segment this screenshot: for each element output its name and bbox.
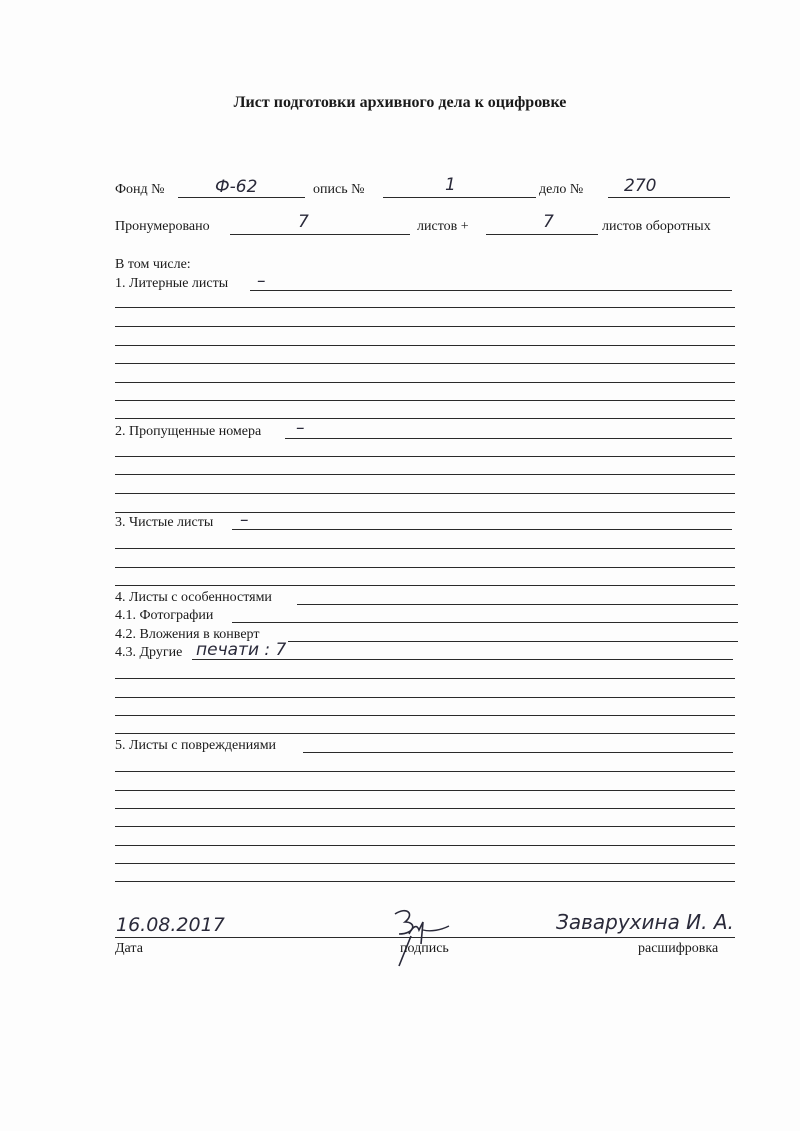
blank-line xyxy=(115,808,735,809)
including-label: В том числе: xyxy=(115,257,191,272)
envelope-line xyxy=(288,641,738,642)
blank-line xyxy=(115,697,735,698)
date-value: 16.08.2017 xyxy=(116,914,225,936)
decoding-label: расшифровка xyxy=(638,941,719,956)
features-label: 4. Листы с особенностями xyxy=(115,590,272,605)
opis-value: 1 xyxy=(445,175,456,195)
literal-value: – xyxy=(257,271,266,291)
blank-line xyxy=(115,400,735,401)
blank-line xyxy=(115,512,735,513)
delo-line xyxy=(608,197,730,198)
blank-line xyxy=(115,567,735,568)
numbered-mid-label: листов + xyxy=(417,219,469,234)
blank-line xyxy=(115,585,735,586)
date-label: Дата xyxy=(115,941,143,956)
reverse-value: 7 xyxy=(543,212,554,232)
blank-line xyxy=(115,345,735,346)
blank-line xyxy=(115,493,735,494)
blank-line xyxy=(115,363,735,364)
other-label: 4.3. Другие xyxy=(115,645,183,660)
blank-sheets-line xyxy=(232,529,732,530)
decoding-value: Заварухина И. А. xyxy=(556,910,734,934)
blank-line xyxy=(115,715,735,716)
delo-label: дело № xyxy=(539,182,584,197)
damaged-label: 5. Листы с повреждениями xyxy=(115,738,277,753)
blank-sheets-value: – xyxy=(240,510,249,530)
fond-label: Фонд № xyxy=(115,182,165,197)
missing-label: 2. Пропущенные номера xyxy=(115,424,262,439)
fond-value: Ф-62 xyxy=(215,177,258,197)
photos-line xyxy=(232,622,738,623)
blank-line xyxy=(115,771,735,772)
blank-line xyxy=(115,881,735,882)
numbered-label: Пронумеровано xyxy=(115,219,210,234)
signature-label: подпись xyxy=(400,941,449,956)
literal-label: 1. Литерные листы xyxy=(115,276,229,291)
opis-label: опись № xyxy=(313,182,365,197)
numbered-line xyxy=(230,234,410,235)
blank-line xyxy=(115,307,735,308)
envelope-label: 4.2. Вложения в конверт xyxy=(115,627,260,642)
fond-line xyxy=(178,197,305,198)
blank-line xyxy=(115,790,735,791)
blank-line xyxy=(115,863,735,864)
damaged-line xyxy=(303,752,733,753)
page-title: Лист подготовки архивного дела к оцифровке xyxy=(233,94,567,111)
blank-line xyxy=(115,678,735,679)
missing-line xyxy=(285,438,732,439)
features-line xyxy=(297,604,738,605)
blank-line xyxy=(115,826,735,827)
blank-line xyxy=(115,733,735,734)
blank-line xyxy=(115,456,735,457)
delo-value: 270 xyxy=(624,176,657,196)
opis-line xyxy=(383,197,536,198)
blank-line xyxy=(115,474,735,475)
literal-line xyxy=(250,290,732,291)
blank-line xyxy=(115,326,735,327)
photos-label: 4.1. Фотографии xyxy=(115,608,214,623)
blank-line xyxy=(115,382,735,383)
reverse-line xyxy=(486,234,598,235)
other-value: печати : 7 xyxy=(196,640,287,660)
blank-line xyxy=(115,845,735,846)
numbered-end-label: листов оборотных xyxy=(602,219,711,234)
numbered-value: 7 xyxy=(298,212,309,232)
blank-line xyxy=(115,548,735,549)
missing-value: – xyxy=(296,418,305,438)
blank-line xyxy=(115,418,735,419)
blank-sheets-label: 3. Чистые листы xyxy=(115,515,214,530)
handwritten-signature xyxy=(385,900,465,972)
